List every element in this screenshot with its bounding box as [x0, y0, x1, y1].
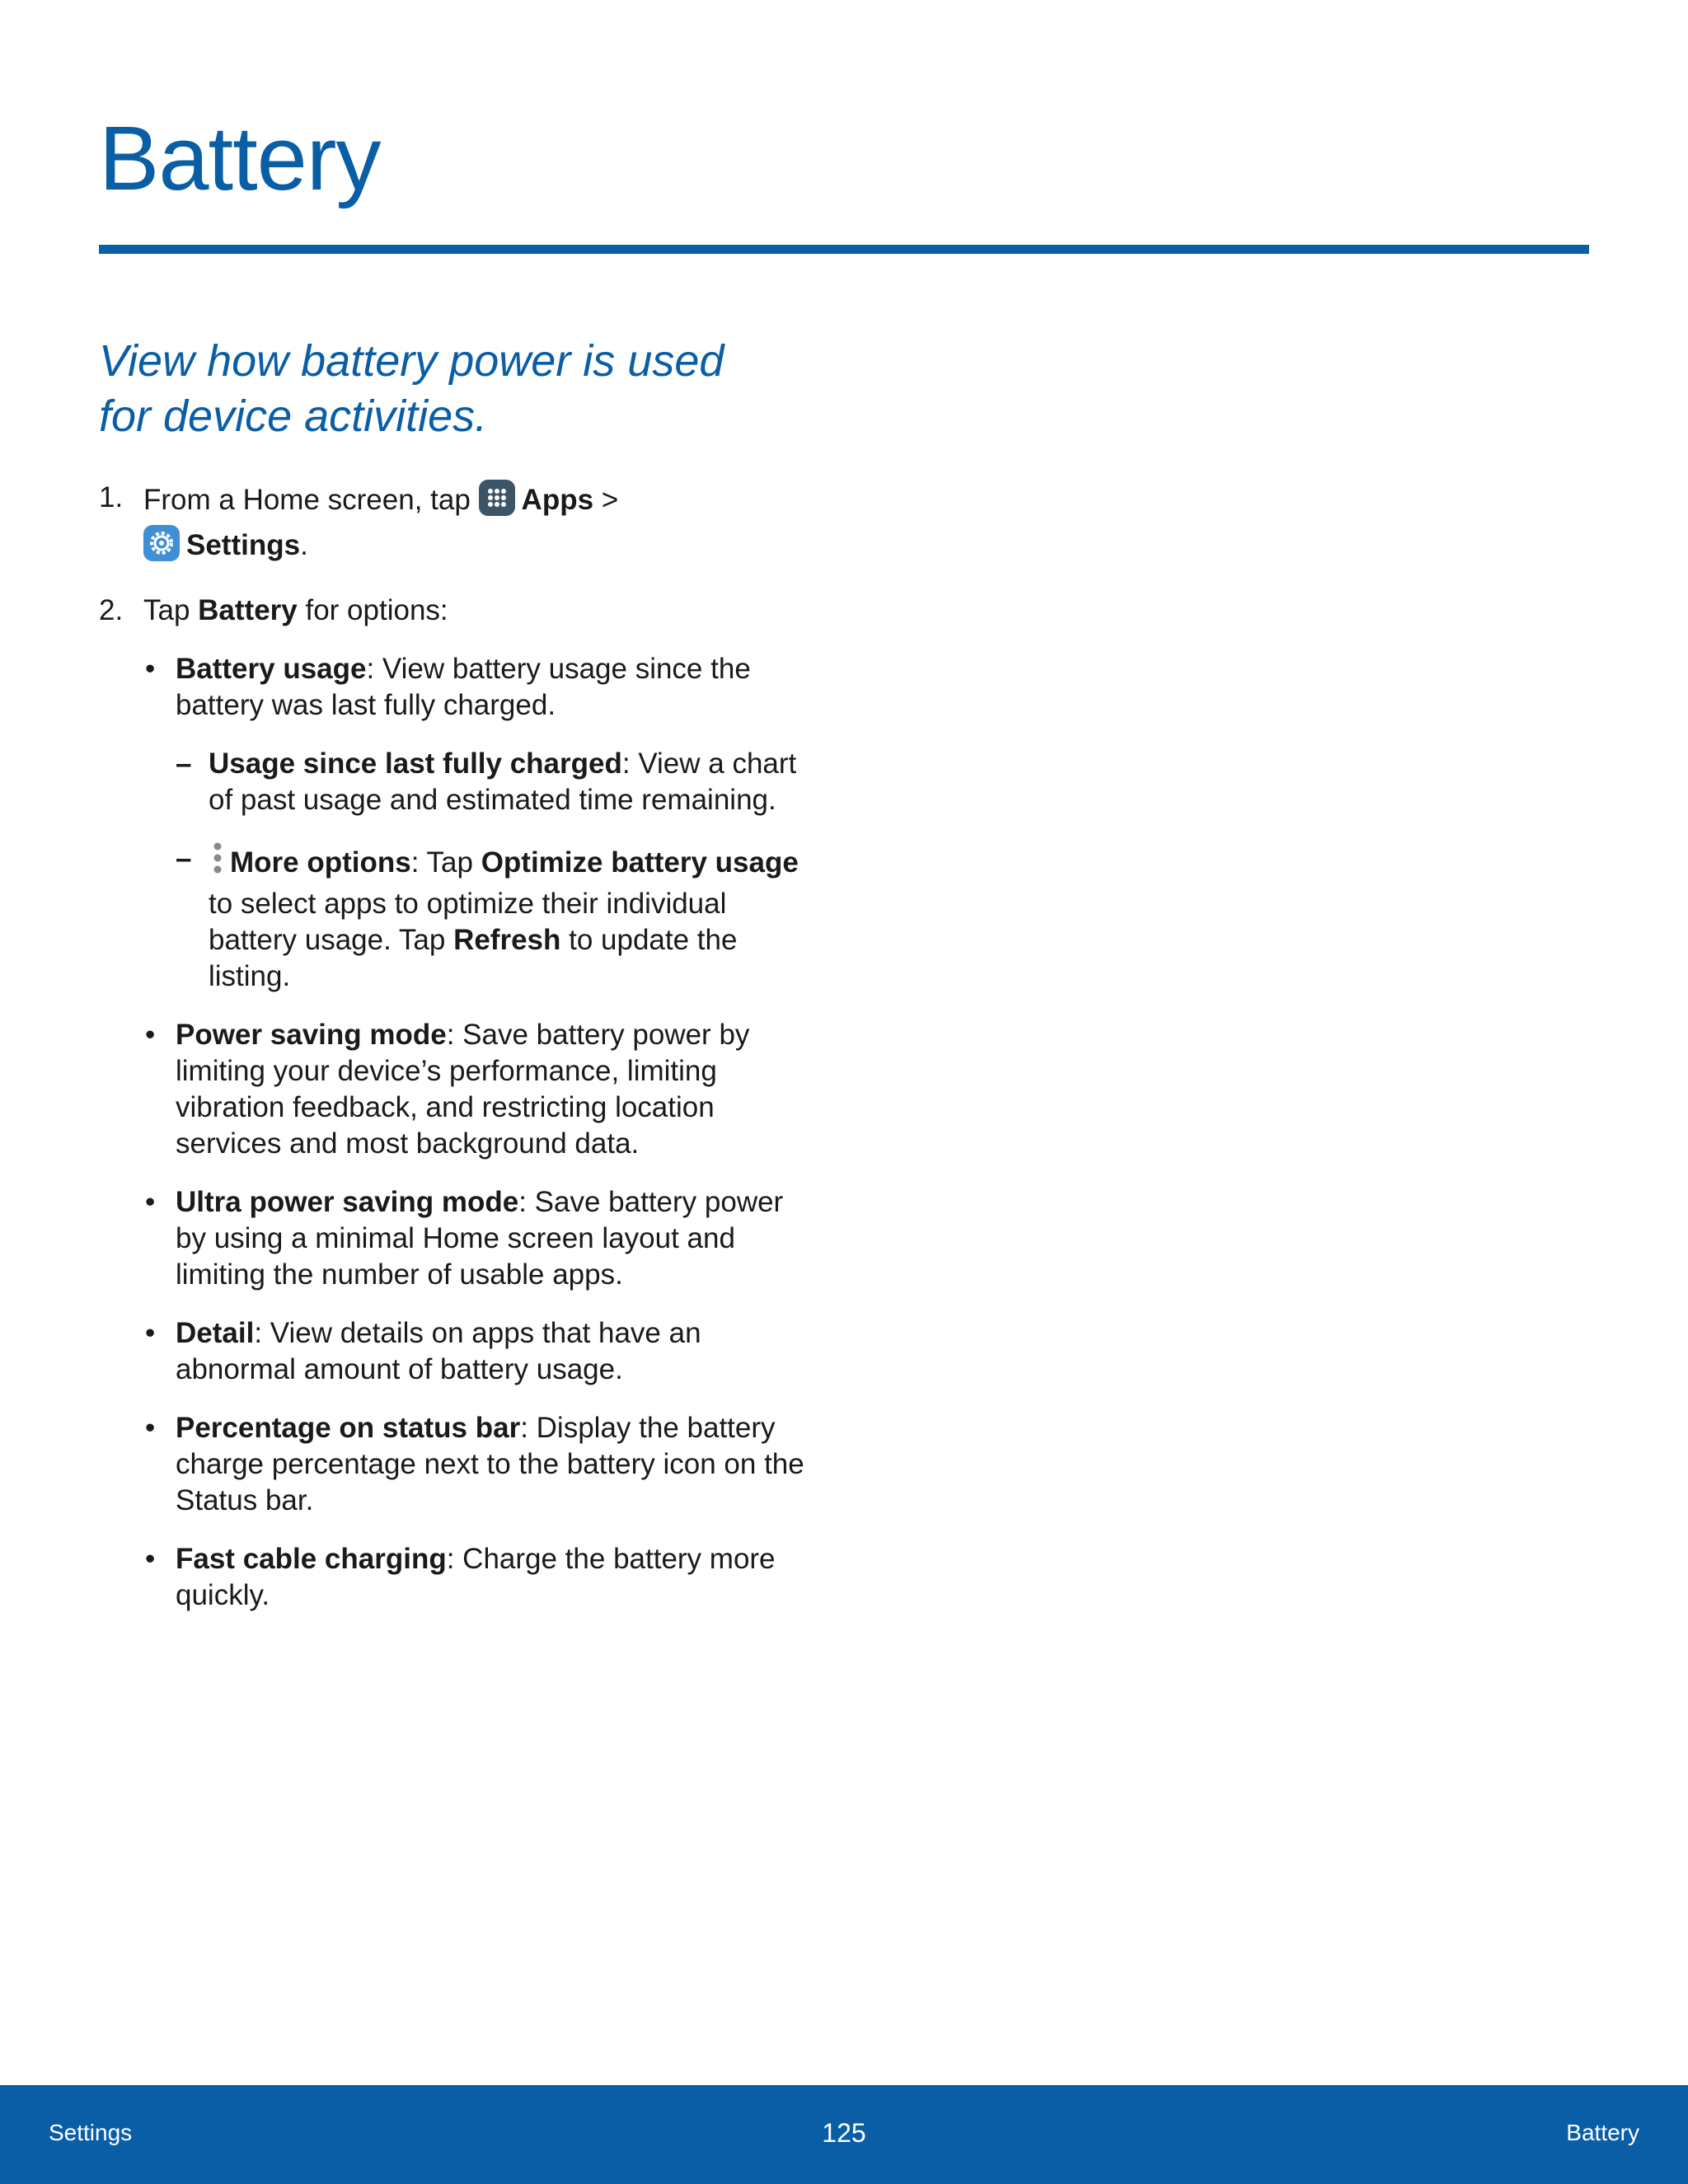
- step-2: [99, 593, 808, 629]
- bullet: •: [145, 1412, 156, 1444]
- page-number: 125: [822, 2118, 866, 2148]
- bullet: •: [145, 1543, 156, 1575]
- option-term: Percentage on status bar: [176, 1412, 521, 1444]
- step-1: [99, 480, 808, 570]
- dash: –: [176, 842, 192, 874]
- list-item-detail: [99, 1315, 808, 1388]
- option-term: Detail: [176, 1317, 255, 1349]
- option-desc: to update the listing.: [209, 924, 738, 992]
- list-item-power-saving-mode: [99, 1017, 808, 1162]
- option-desc: : Save battery power by limiting your device’s performance, limiting vibration feedback, and restricting location services and most background data.: [176, 1019, 750, 1160]
- apps-grid-icon: [479, 480, 515, 525]
- bullet: •: [145, 1019, 156, 1051]
- optimize-label: Optimize battery usage: [481, 846, 799, 879]
- title-rule: [99, 245, 1589, 254]
- option-desc: : Display the battery charge percentage next to the battery icon on the Status bar.: [176, 1412, 804, 1516]
- step-number: 2.: [99, 594, 124, 626]
- section-intro: [99, 334, 841, 444]
- intro-line-1: View how battery power is used: [99, 336, 724, 386]
- option-desc: : Save battery power by using a minimal Home screen layout and limiting the number of usable apps.: [176, 1186, 784, 1291]
- option-term: Power saving mode: [176, 1019, 447, 1051]
- bullet: •: [145, 1317, 156, 1349]
- more-options-icon: [209, 841, 227, 886]
- option-desc: to select apps to optimize their individual battery usage. Tap: [209, 888, 727, 956]
- dash: –: [176, 748, 192, 780]
- page-title: Battery: [99, 108, 381, 209]
- refresh-label: Refresh: [453, 924, 561, 956]
- settings-label: Settings: [186, 529, 301, 561]
- option-term: Fast cable charging: [176, 1543, 447, 1575]
- step-text: >: [593, 484, 619, 516]
- page-footer: [0, 2085, 1688, 2184]
- list-item-battery-usage: [99, 651, 808, 724]
- list-item-ultra-power-saving-mode: [99, 1184, 808, 1293]
- footer-section-name: Settings: [49, 2120, 133, 2145]
- instructions: [99, 480, 808, 1636]
- bullet: •: [145, 653, 156, 685]
- option-term: More options: [230, 846, 411, 879]
- step-number: 1.: [99, 481, 124, 513]
- option-term: Usage since last fully charged: [209, 748, 622, 780]
- option-desc: : View details on apps that have an abnormal amount of battery usage.: [176, 1317, 701, 1385]
- option-desc: : View battery usage since the battery was last fully charged.: [176, 653, 751, 721]
- sub-item-usage-since-charged: [99, 746, 808, 818]
- settings-gear-icon: [143, 525, 180, 570]
- list-item-fast-cable-charging: [99, 1541, 808, 1614]
- bullet: •: [145, 1186, 156, 1218]
- apps-label: Apps: [521, 484, 594, 516]
- option-term: Ultra power saving mode: [176, 1186, 519, 1218]
- step-text: for options:: [297, 594, 448, 626]
- option-desc: : View a chart of past usage and estimated time remaining.: [209, 748, 797, 816]
- step-text: From a Home screen, tap: [143, 484, 479, 516]
- sub-item-more-options: [99, 841, 808, 995]
- step-text: .: [300, 529, 308, 561]
- intro-line-2: for device activities.: [99, 391, 488, 441]
- option-desc: : Charge the battery more quickly.: [176, 1543, 776, 1611]
- footer-chapter-name: Battery: [1566, 2120, 1639, 2145]
- list-item-percentage-on-status-bar: [99, 1410, 808, 1519]
- battery-label: Battery: [198, 594, 298, 626]
- step-text: Tap: [143, 594, 199, 626]
- option-desc: : Tap: [410, 846, 481, 879]
- option-term: Battery usage: [176, 653, 367, 685]
- options-list: [99, 651, 808, 1614]
